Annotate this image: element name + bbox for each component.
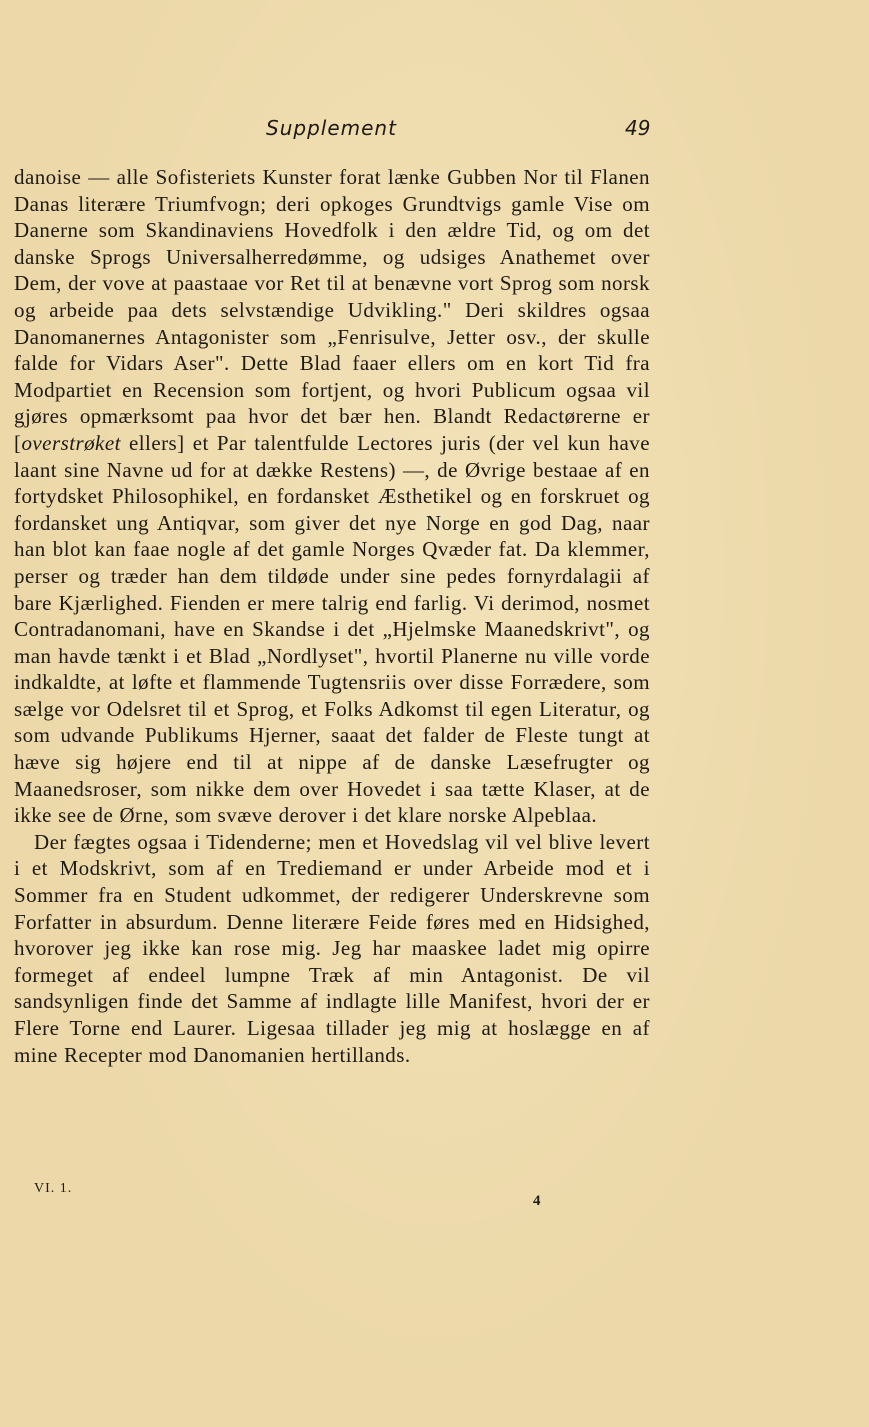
body-text (14, 164, 650, 1068)
paragraph-1-italic: overstrøket (21, 430, 121, 455)
paragraph-1-text: danoise — alle Sofisteriets Kunster forat lænke Gubben Nor til Flanen Danas literære Triumfvogn; deri opkoges Grundtvigs gamle Vise om Danerne som Skandinaviens Hovedfolk i den ældre Tid, og om det danske Sprogs Universalherredømme, og udsiges Anathemet over Dem, der vove at paastaae vor Ret til at benævne vort Sprog som norsk og arbeide paa dets selvstændige Udvikling." Deri skildres ogsaa Danomanernes Antagonister som „Fenrisulve, Jetter osv., der skulle falde for Vidars Aser". Dette Blad faaer ellers om en kort Tid fra Modpartiet en Recension som fortjent, og hvori Publicum ogsaa vil gjøres opmærksomt paa hvor det bær hen. Blandt Redactørerne er [ (14, 165, 650, 455)
running-title: Supplement (266, 116, 397, 140)
paragraph-2: Der fægtes ogsaa i Tidenderne; men et Hovedslag vil vel blive levert i et Modskrivt, som af en Trediemand er under Arbeide mod et i Sommer fra en Student udkommet, der redigerer Underskrevne som Forfatter in absurdum. Denne literære Feide føres med en Hidsighed, hvorover jeg ikke kan rose mig. Jeg har maaskee ladet mig opirre formeget af endeel lumpne Træk af min Antagonist. De vil sandsynligen finde det Samme af indlagte lille Manifest, hvori der er Flere Torne end Laurer. Ligesaa tillader jeg mig at hoslægge en af mine Recepter mod Danomanien hertillands. (14, 829, 650, 1067)
signature-mark: VI. 1. (34, 1181, 73, 1196)
paragraph-1 (14, 164, 650, 829)
page-number: 49 (625, 116, 651, 140)
running-head (0, 116, 869, 146)
paragraph-1-continuation: ellers] et Par talentfulde Lectores juris (der vel kun have laant sine Navne ud for at dække Restens) —, de Øvrige bestaae af en fortydsket Philosophikel, en fordansket Æsthetikel og en forskruet og fordansket ung Antiqvar, som giver det nye Norge en god Dag, naar han blot kan faae nogle af det gamle Norges Qvæder fat. Da klemmer, perser og træder han dem tildøde under sine pedes fornyrdalagii af bare Kjærlighed. Fienden er mere talrig end farlig. Vi derimod, nosmet Contradanomani, have en Skandse i det „Hjelmske Maanedskrivt", og man havde tænkt i et Blad „Nordlyset", hvortil Planerne nu ville vorde indkaldte, at løfte et flammende Tugtensriis over disse Forrædere, som sælge vor Odelsret til et Sprog, et Folks Adkomst til egen Literatur, og som udvande Publikums Hjerner, saaat det falder de Fleste tungt at hæve sig højere end til at nippe af de danske Læsefrugter og Maanedsroser, som nikke dem over Hovedet i saa tætte Klaser, at de ikke see de Ørne, som svæve derover i det klare norske Alpeblaa. (14, 430, 650, 828)
sheet-number: 4 (533, 1193, 541, 1209)
